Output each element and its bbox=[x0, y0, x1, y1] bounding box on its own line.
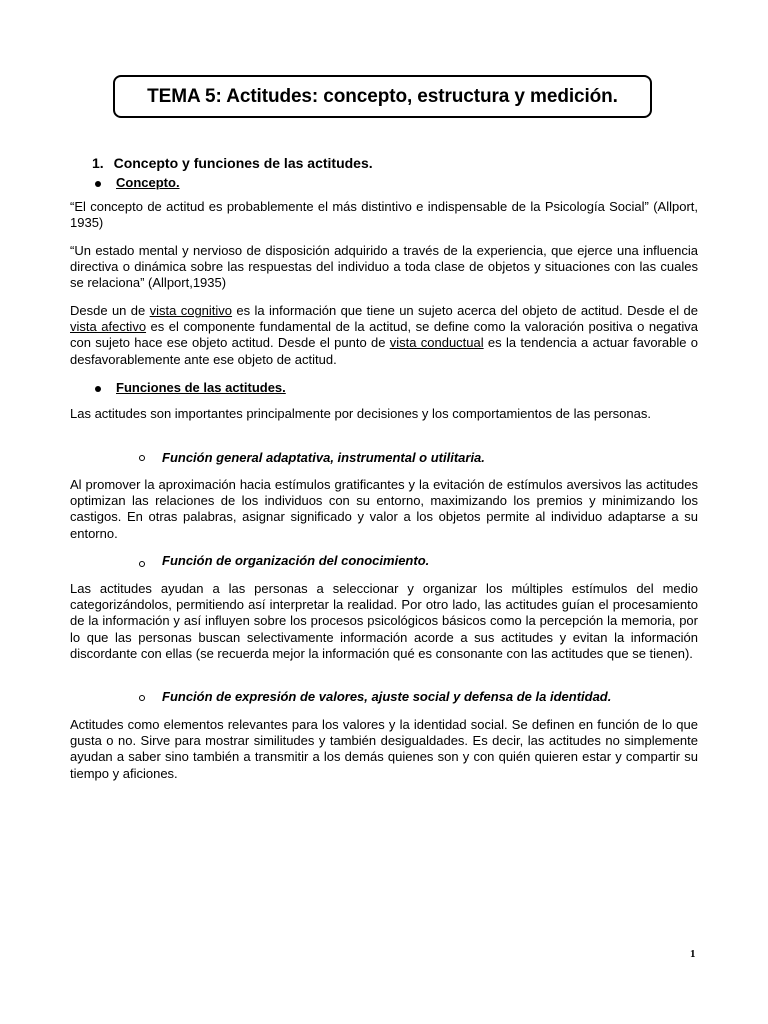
funcion-title-3: Función de expresión de valores, ajuste social y defensa de la identidad. bbox=[162, 689, 612, 704]
funciones-label: Funciones de las actitudes. bbox=[116, 380, 286, 395]
funcion-title-1: Función general adaptativa, instrumental o utilitaria. bbox=[162, 450, 485, 465]
section-title: Concepto y funciones de las actitudes. bbox=[113, 155, 373, 171]
para-text: es la tendencia a actuar favorable o desfavorablemente ante ese objeto de actitud. bbox=[70, 335, 698, 367]
quote-paragraph-1: “El concepto de actitud es probablemente el más distintivo e indispensable de la Psicología Social” (Allport, 1935) bbox=[70, 199, 698, 231]
bullet-icon bbox=[95, 386, 101, 392]
funcion-text-2: Las actitudes ayudan a las personas a seleccionar y organizar los múltiples estímulos del medio categorizándolos, permitiendo así interpretar la realidad. Por otro lado, las actitudes guían el procesamiento de la información y así influyen sobre los procesos psicológicos básicos como la percepción la memoria, por lo que las personas buscan selectivamente información acorde a sus actitudes y evitan la información discordante con ellas (se recuerda mejor la información qué es consonante con las actitudes que se tienen). bbox=[70, 581, 698, 661]
document-title: TEMA 5: Actitudes: concepto, estructura y medición. bbox=[147, 85, 618, 107]
vista-afectivo-term: vista afectivo bbox=[70, 319, 147, 335]
para-text: Desde un de bbox=[70, 303, 150, 318]
page-number: 1 bbox=[690, 948, 696, 960]
para-text: es la información que tiene un sujeto acerca del objeto de actitud. Desde el de bbox=[232, 303, 699, 318]
vista-conductual-term: vista conductual bbox=[389, 335, 484, 351]
quote-paragraph-2: “Un estado mental y nervioso de disposición adquirido a través de la experiencia, que ejerce una influencia directiva o dinámica sobre las respuestas del individuo a toda clase de objetos y situaciones con las cuales se relaciona” (Allport,1935) bbox=[70, 243, 698, 291]
funcion-text-3: Actitudes como elementos relevantes para los valores y la identidad social. Se definen en función de lo que gusta o no. Sirve para mostrar similitudes y también desigualdades. Es decir, las actitudes no simplemente ayudan a saber sino también a transmitir a los demás quienes son y con quién quieren estar y compartir su tiempo y aficiones. bbox=[70, 717, 698, 781]
title-box bbox=[113, 75, 652, 118]
funcion-text-1: Al promover la aproximación hacia estímulos gratificantes y la evitación de estímulos aversivos las actitudes optimizan las relaciones de los individuos con su entorno, maximizando los premios y minimizando los castigos. En otras palabras, asignar significado y valor a los objetos permite al individuo adaptarse a su entorno. bbox=[70, 477, 698, 541]
bullet-icon bbox=[95, 181, 101, 187]
section-number: 1. bbox=[92, 155, 104, 171]
perspectives-paragraph bbox=[70, 303, 698, 368]
concepto-label: Concepto. bbox=[116, 175, 180, 190]
circle-bullet-icon bbox=[139, 561, 145, 567]
vista-cognitivo-term: vista cognitivo bbox=[149, 303, 233, 318]
funciones-intro: Las actitudes son importantes principalmente por decisiones y los comportamientos de las personas. bbox=[70, 406, 651, 421]
circle-bullet-icon bbox=[139, 695, 145, 701]
para-text: es el componente fundamental de la actitud, se define como la valoración positiva o negativa con sujeto hace ese objeto actitud. Desde el punto de bbox=[70, 319, 698, 351]
circle-bullet-icon bbox=[139, 455, 145, 461]
section-heading bbox=[92, 155, 373, 171]
funcion-title-2: Función de organización del conocimiento. bbox=[162, 553, 430, 568]
